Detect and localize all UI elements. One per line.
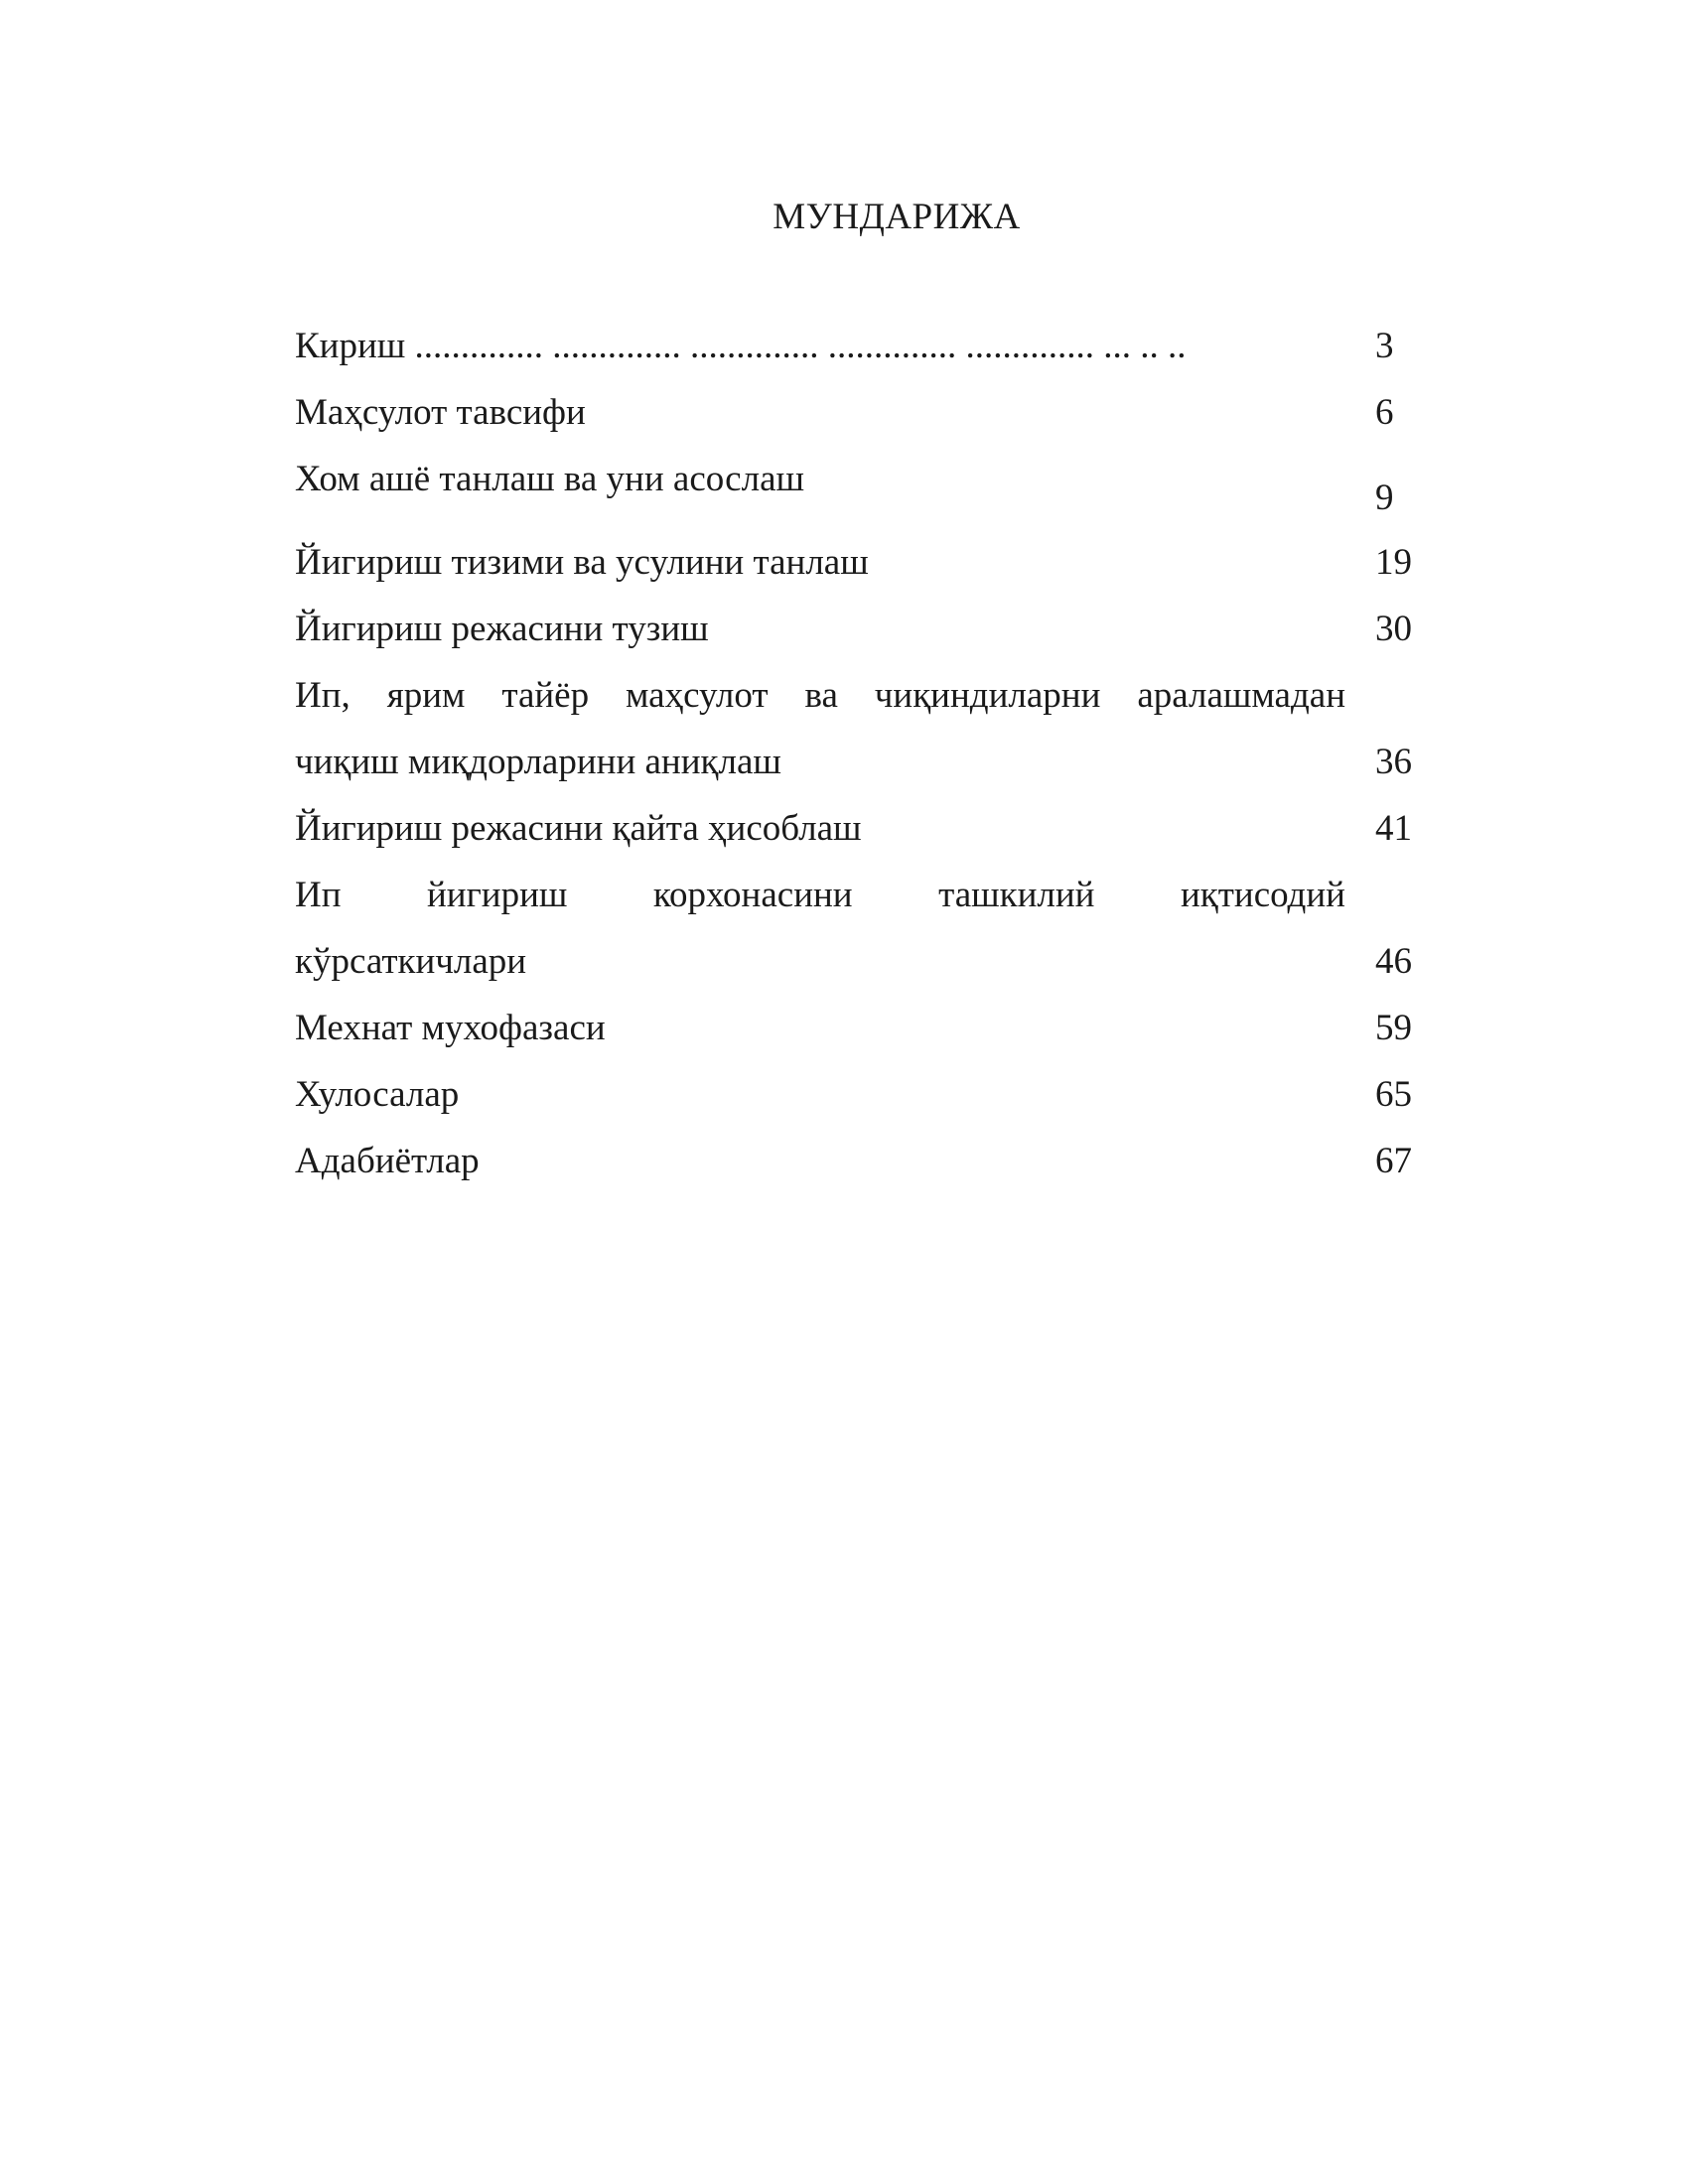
toc-entry-yarn-output-line1	[295, 672, 1417, 739]
toc-entry-text: Хулосалар	[295, 1074, 460, 1115]
toc-entry-spinning-system	[295, 539, 1417, 606]
toc-page-number: 3	[1375, 326, 1394, 366]
toc-entry-introduction	[295, 323, 1417, 389]
toc-entry-text: Кириш .............. .............. .............. .............. .............. ... .. ..	[295, 326, 1187, 366]
toc-entry-yarn-output-line2	[295, 739, 1417, 805]
toc-entry-text: Ип, ярим тайёр маҳсулот ва чиқиндиларни аралашмадан	[295, 675, 1345, 716]
toc-page-number: 30	[1375, 609, 1412, 649]
toc-entry-product-description	[295, 389, 1417, 456]
toc-page-number: 67	[1375, 1141, 1412, 1181]
toc-entry-conclusions	[295, 1071, 1417, 1138]
toc-entry-economic-indicators-line2	[295, 938, 1417, 1005]
toc-entry-text: Йигириш режасини тузиш	[295, 609, 709, 649]
toc-page-number: 36	[1375, 742, 1412, 782]
toc-entry-labor-protection	[295, 1005, 1417, 1071]
page-title: МУНДАРИЖА	[773, 197, 1021, 237]
toc-page-number: 41	[1375, 808, 1412, 849]
toc-entry-text: Мехнат мухофазаси	[295, 1008, 606, 1048]
toc-entry-spinning-plan	[295, 606, 1417, 672]
toc-entry-text: чиқиш миқдорларини аниқлаш	[295, 742, 781, 782]
toc-page-number: 65	[1375, 1074, 1412, 1115]
toc-page-number: 6	[1375, 392, 1394, 433]
toc-entry-raw-material	[295, 456, 1417, 539]
toc-page-number: 9	[1375, 478, 1394, 518]
toc-entry-text: Маҳсулот тавсифи	[295, 392, 586, 433]
toc-entry-text: Йигириш режасини қайта ҳисоблаш	[295, 808, 862, 849]
toc-entry-text: кўрсаткичлари	[295, 941, 527, 982]
table-of-contents	[295, 323, 1417, 1204]
toc-entry-text: Ип йигириш корхонасини ташкилий иқтисодий	[295, 875, 1345, 915]
toc-entry-text: Хом ашё танлаш ва уни асослаш	[295, 459, 804, 499]
toc-entry-references	[295, 1138, 1417, 1204]
toc-page-number: 59	[1375, 1008, 1412, 1048]
toc-entry-plan-recalculation	[295, 805, 1417, 872]
toc-entry-text: Адабиётлар	[295, 1141, 480, 1181]
toc-entry-economic-indicators-line1	[295, 872, 1417, 938]
toc-page-number: 46	[1375, 941, 1412, 982]
toc-page-number: 19	[1375, 542, 1412, 583]
toc-entry-text: Йигириш тизими ва усулини танлаш	[295, 542, 869, 583]
